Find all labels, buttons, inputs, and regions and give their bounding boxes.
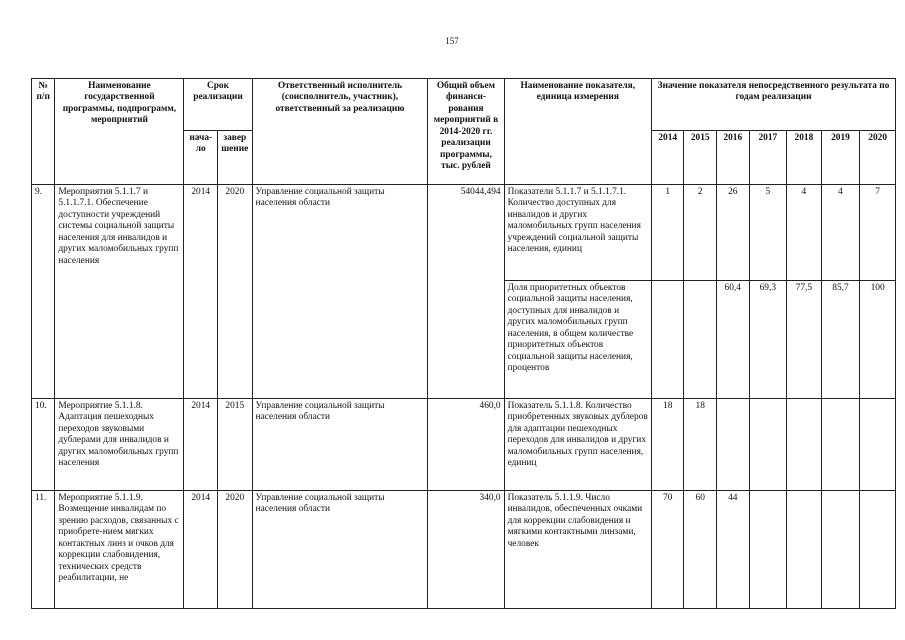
- header-year: 2020: [860, 131, 896, 185]
- row-start: 2014: [184, 185, 218, 399]
- row-num: 11.: [32, 491, 55, 609]
- header-year: 2016: [717, 131, 750, 185]
- row-value: [684, 281, 717, 399]
- row-executor: Управление социальной защиты населения области: [252, 491, 428, 609]
- row-indicator: Показатель 5.1.1.9. Число инвалидов, обеспеченных очками для коррекции слабовидения и мягкими контактными линзами, человек: [504, 491, 651, 609]
- header-values: Значение показателя непосредственного результата по годам реализации: [651, 79, 895, 131]
- row-value: 1: [651, 185, 684, 281]
- header-executor: Ответственный исполнитель (соисполнитель, участник), ответственный за реализацию: [252, 79, 428, 185]
- row-num: 9.: [32, 185, 55, 399]
- row-value: 60,4: [717, 281, 750, 399]
- row-volume: 340,0: [428, 491, 504, 609]
- row-value: 70: [651, 491, 684, 609]
- row-value: 7: [860, 185, 896, 281]
- row-value: [749, 399, 787, 491]
- header-term: Срок реализации: [184, 79, 252, 131]
- row-value: [651, 281, 684, 399]
- row-value: 5: [749, 185, 787, 281]
- row-value: [860, 399, 896, 491]
- header-name: Наименование государственной программы, подпрограмм, мероприятий: [55, 79, 184, 185]
- row-value: 85,7: [821, 281, 860, 399]
- row-indicator: Показатели 5.1.1.7 и 5.1.1.7.1. Количество доступных для инвалидов и других маломобильных групп населения учреждений социальной защиты населения, единиц: [504, 185, 651, 281]
- row-value: [787, 491, 822, 609]
- row-value: [860, 491, 896, 609]
- table-row: [32, 491, 896, 609]
- header-term-end: завер шение: [217, 131, 252, 185]
- row-value: 69,3: [749, 281, 787, 399]
- row-value: [749, 491, 787, 609]
- row-executor: Управление социальной защиты населения области: [252, 185, 428, 399]
- row-executor: Управление социальной защиты населения области: [252, 399, 428, 491]
- row-start: 2014: [184, 491, 218, 609]
- header-term-start: нача-ло: [184, 131, 218, 185]
- row-volume: 460,0: [428, 399, 504, 491]
- row-end: 2020: [217, 491, 252, 609]
- row-indicator: Показатель 5.1.1.8. Количество приобретенных звуковых дублеров для адаптации пешеходных переходов для инвалидов и других маломобильных групп населения, единиц: [504, 399, 651, 491]
- row-end: 2020: [217, 185, 252, 399]
- page-number: 157: [445, 36, 459, 46]
- row-value: [821, 399, 860, 491]
- row-value: 4: [821, 185, 860, 281]
- row-value: 4: [787, 185, 822, 281]
- row-value: 2: [684, 185, 717, 281]
- header-num: № п/п: [32, 79, 55, 185]
- header-year: 2018: [787, 131, 822, 185]
- row-indicator: Доля приоритетных объектов социальной защиты населения, доступных для инвалидов и других маломобильных групп населения, в общем количестве приоритетных объектов социальной защиты населения, процентов: [504, 281, 651, 399]
- header-year: 2017: [749, 131, 787, 185]
- row-value: 100: [860, 281, 896, 399]
- row-start: 2014: [184, 399, 218, 491]
- row-value: [717, 399, 750, 491]
- row-name: Мероприятие 5.1.1.9. Возмещение инвалидам по зрению расходов, связанных с приобрете-нием мягких контактных линз и очков для коррекции слабовидения, технических средств реабилитации, не: [55, 491, 184, 609]
- row-value: 18: [684, 399, 717, 491]
- row-value: 60: [684, 491, 717, 609]
- program-table: [31, 78, 896, 609]
- row-value: [787, 399, 822, 491]
- row-value: [821, 491, 860, 609]
- row-value: 18: [651, 399, 684, 491]
- table-row: [32, 399, 896, 491]
- header-year: 2014: [651, 131, 684, 185]
- row-name: Мероприятия 5.1.1.7 и 5.1.1.7.1. Обеспечение доступности учреждений системы социальной защиты населения для инвалидов и других маломобильных групп населения: [55, 185, 184, 399]
- header-year: 2015: [684, 131, 717, 185]
- row-volume: 54044,494: [428, 185, 504, 399]
- row-value: 44: [717, 491, 750, 609]
- header-year: 2019: [821, 131, 860, 185]
- row-name: Мероприятие 5.1.1.8. Адаптация пешеходных переходов звуковыми дублерами для инвалидов и других маломобильных групп населения: [55, 399, 184, 491]
- header-indicator: Наименование показателя, единица измерения: [504, 79, 651, 185]
- table-row: [32, 185, 896, 281]
- row-end: 2015: [217, 399, 252, 491]
- header-volume: Общий объем финанси-рования мероприятий в 2014-2020 гг. реализации программы, тыс. рублей: [428, 79, 504, 185]
- row-value: 77,5: [787, 281, 822, 399]
- row-num: 10.: [32, 399, 55, 491]
- row-value: 26: [717, 185, 750, 281]
